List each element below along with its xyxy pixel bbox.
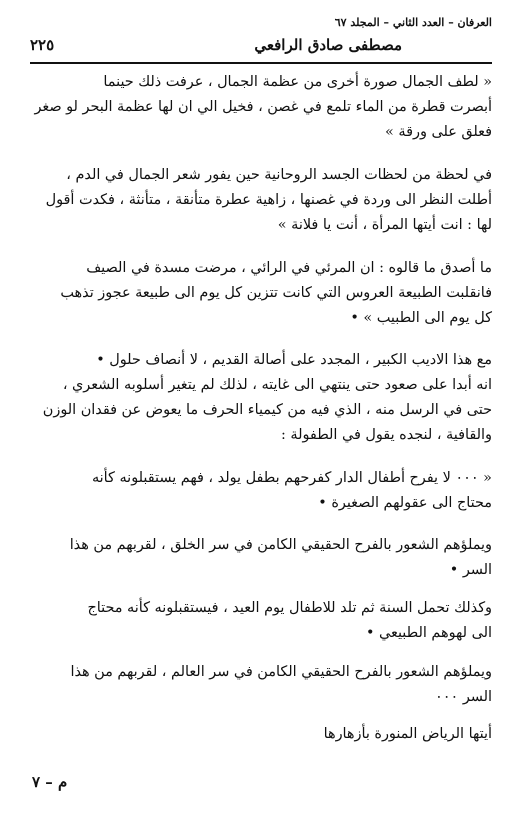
running-header bbox=[30, 14, 492, 60]
page-number: ٢٢٥ bbox=[30, 36, 55, 54]
text-line: ما أصدق ما قالوه : ان المرئي في الرائي ، مرضت مسدة في الصيف bbox=[86, 260, 492, 276]
text-line: حتى في الرسل منه ، الذي فيه من كيمياء الحرف ما يعوض عن فقدان الوزن bbox=[42, 402, 492, 418]
text-line: والقافية ، لنجده يقول في الطفولة : bbox=[280, 427, 492, 443]
author-name: مصطفى صادق الرافعي bbox=[254, 36, 402, 54]
text-line: ويملؤهم الشعور بالفرح الحقيقي الكامن في سر الخلق ، لقربهم من هذا bbox=[69, 537, 492, 553]
text-line: محتاج الى عقولهم الصغيرة • bbox=[318, 495, 492, 511]
text-line: فانقلبت الطبيعة العروس التي كانت تتزين كل يوم الى طبيعة عجوز تذهب bbox=[60, 285, 492, 301]
text-line: « ٠٠٠ لا يفرح أطفال الدار كفرحهم بطفل يولد ، فهم يستقبلونه كأنه bbox=[91, 470, 492, 486]
text-line: انه أبدا على صعود حتى ينتهي الى غايته ، لذلك لم يتغير أسلوبه الشعري ، bbox=[62, 377, 492, 393]
paragraph bbox=[32, 660, 492, 710]
article-body bbox=[32, 70, 492, 747]
paragraph bbox=[32, 348, 492, 448]
paragraph bbox=[32, 722, 492, 747]
text-line: كل يوم الى الطبيب » • bbox=[350, 310, 492, 326]
text-line: أطلت النظر الى وردة في غصنها ، زاهية عطرة متأنقة ، متأنثة ، فكدت أقول bbox=[45, 192, 492, 208]
text-line: في لحظة من لحظات الجسد الروحانية حين يفور شعر الجمال في الدم ، bbox=[66, 167, 492, 183]
header-rule bbox=[30, 62, 492, 64]
text-line: ويملؤهم الشعور بالفرح الحقيقي الكامن في سر العالم ، لقربهم من هذا bbox=[70, 664, 492, 680]
text-line: لها : انت أيتها المرأة ، أنت يا فلانة » bbox=[277, 217, 492, 233]
text-line: أيتها الرياض المنورة بأزهارها bbox=[323, 726, 492, 742]
paragraph bbox=[32, 256, 492, 331]
paragraph bbox=[32, 596, 492, 646]
text-line: « لطف الجمال صورة أخرى من عظمة الجمال ، عرفت ذلك حينما bbox=[103, 74, 492, 90]
paragraph bbox=[32, 533, 492, 583]
text-line: فعلق على ورقة » bbox=[385, 124, 492, 140]
text-line: السر ٠٠٠ bbox=[435, 689, 492, 705]
journal-issue-label: العرفان – العدد الثاني – المجلد ٦٧ bbox=[334, 16, 492, 29]
paragraph bbox=[32, 70, 492, 145]
text-line: مع هذا الاديب الكبير ، المجدد على أصالة القديم ، لا أنصاف حلول • bbox=[96, 352, 492, 368]
text-line: الى لهوهم الطبيعي • bbox=[365, 625, 492, 641]
text-line: السر • bbox=[449, 562, 492, 578]
text-line: أبصرت قطرة من الماء تلمع في غصن ، فخيل الي ان لها عظمة البحر لو صغر bbox=[34, 99, 492, 115]
text-line: وكذلك تحمل السنة ثم تلد للاطفال يوم العيد ، فيستقبلونه كأنه محتاج bbox=[87, 600, 492, 616]
paragraph bbox=[32, 466, 492, 516]
signature-mark: م – ٧ bbox=[32, 773, 68, 791]
paragraph bbox=[32, 163, 492, 238]
